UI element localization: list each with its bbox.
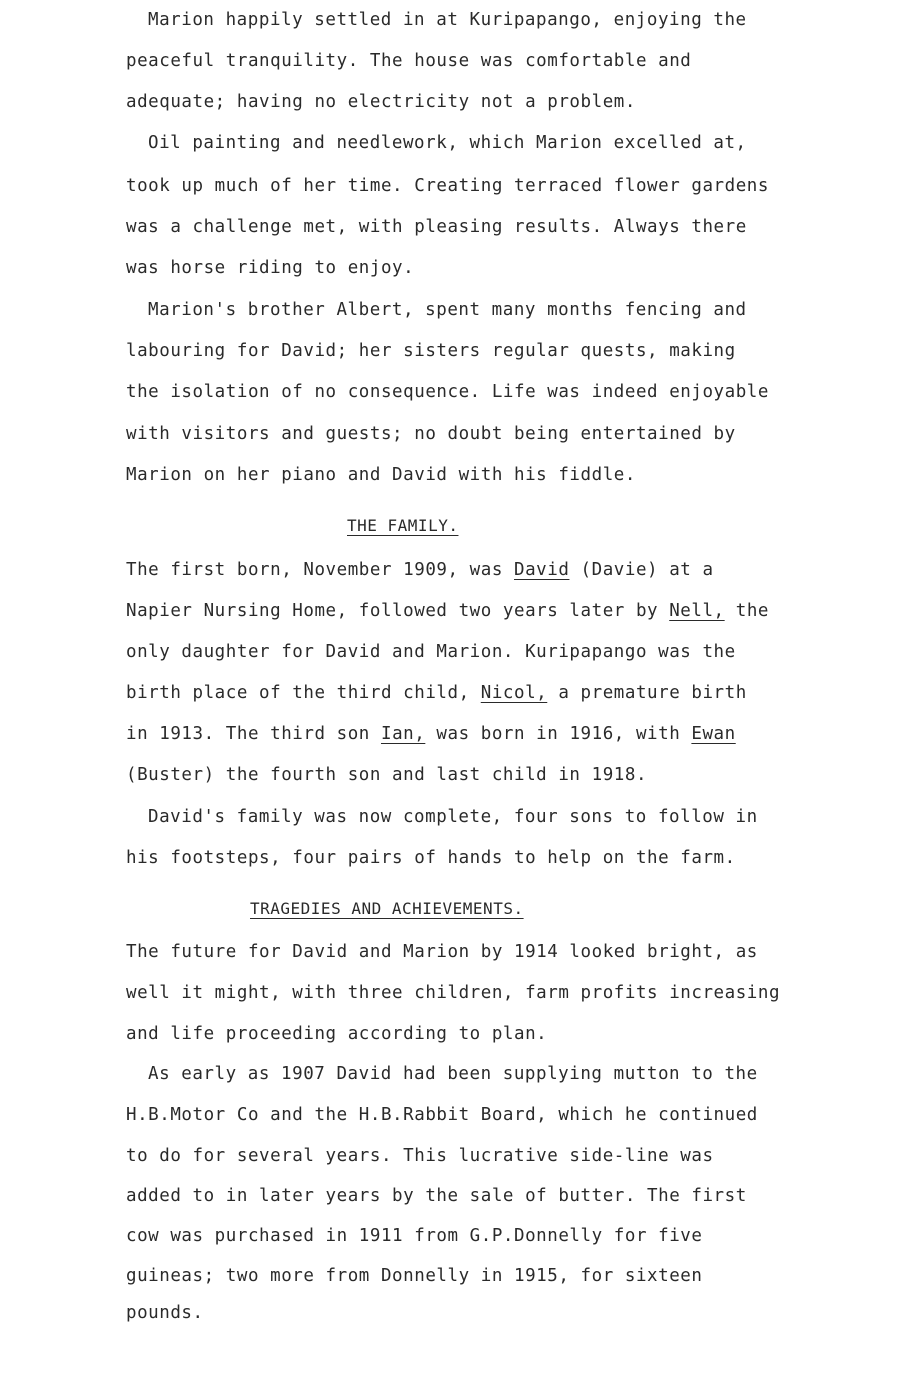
text-span: the xyxy=(724,601,769,621)
section-heading-tragedies xyxy=(250,898,524,920)
text-line xyxy=(126,599,769,623)
text-line: well it might, with three children, farm profits increasing xyxy=(126,983,781,1003)
text-span: was born in 1916, with xyxy=(425,724,692,744)
child-name-ewan: Ewan xyxy=(691,724,736,744)
child-name-ian: Ian, xyxy=(380,724,426,744)
text-line: labouring for David; her sisters regular quests, making xyxy=(126,341,736,361)
text-line: (Buster) the fourth son and last child in 1918. xyxy=(126,765,648,785)
child-name-nell: Nell, xyxy=(669,601,725,621)
text-line: Marion on her piano and David with his fiddle. xyxy=(126,465,636,485)
child-name-nicol: Nicol, xyxy=(480,683,548,703)
text-line: David's family was now complete, four sons to follow in xyxy=(148,807,758,827)
text-line: and life proceeding according to plan. xyxy=(126,1024,548,1044)
text-span: in 1913. The third son xyxy=(126,724,381,744)
section-heading-family xyxy=(347,515,458,537)
text-line: with visitors and guests; no doubt being entertained by xyxy=(126,424,736,444)
text-line xyxy=(126,681,747,705)
text-line: Marion happily settled in at Kuripapango, enjoying the xyxy=(148,10,747,30)
text-line: his footsteps, four pairs of hands to help on the farm. xyxy=(126,848,736,868)
text-line xyxy=(126,722,736,746)
text-span: a premature birth xyxy=(547,683,747,703)
text-line: As early as 1907 David had been supplying mutton to the xyxy=(148,1064,758,1084)
text-line: cow was purchased in 1911 from G.P.Donnelly for five xyxy=(126,1226,703,1246)
text-line: only daughter for David and Marion. Kuripapango was the xyxy=(126,642,736,662)
text-line: H.B.Motor Co and the H.B.Rabbit Board, which he continued xyxy=(126,1105,758,1125)
text-span: (Davie) at a xyxy=(569,560,714,580)
text-line: to do for several years. This lucrative side-line was xyxy=(126,1146,714,1166)
text-span: birth place of the third child, xyxy=(126,683,481,703)
text-line: was a challenge met, with pleasing results. Always there xyxy=(126,217,747,237)
text-line: the isolation of no consequence. Life was indeed enjoyable xyxy=(126,382,769,402)
text-line: peaceful tranquility. The house was comfortable and xyxy=(126,51,692,71)
text-line: adequate; having no electricity not a problem. xyxy=(126,92,636,112)
text-line: Marion's brother Albert, spent many months fencing and xyxy=(148,300,747,320)
text-span: Napier Nursing Home, followed two years later by xyxy=(126,601,670,621)
text-line: took up much of her time. Creating terraced flower gardens xyxy=(126,176,769,196)
text-line xyxy=(126,558,714,582)
text-line: Oil painting and needlework, which Marion excelled at, xyxy=(148,133,747,153)
text-span: The first born, November 1909, was xyxy=(126,560,515,580)
text-line: pounds. xyxy=(126,1303,204,1323)
text-line: was horse riding to enjoy. xyxy=(126,258,415,278)
child-name-david: David xyxy=(514,560,570,580)
text-line: guineas; two more from Donnelly in 1915, for sixteen xyxy=(126,1266,703,1286)
heading-text: THE FAMILY. xyxy=(347,516,459,535)
text-line: added to in later years by the sale of butter. The first xyxy=(126,1186,747,1206)
text-line: The future for David and Marion by 1914 looked bright, as xyxy=(126,942,758,962)
heading-text: TRAGEDIES AND ACHIEVEMENTS. xyxy=(250,899,524,918)
